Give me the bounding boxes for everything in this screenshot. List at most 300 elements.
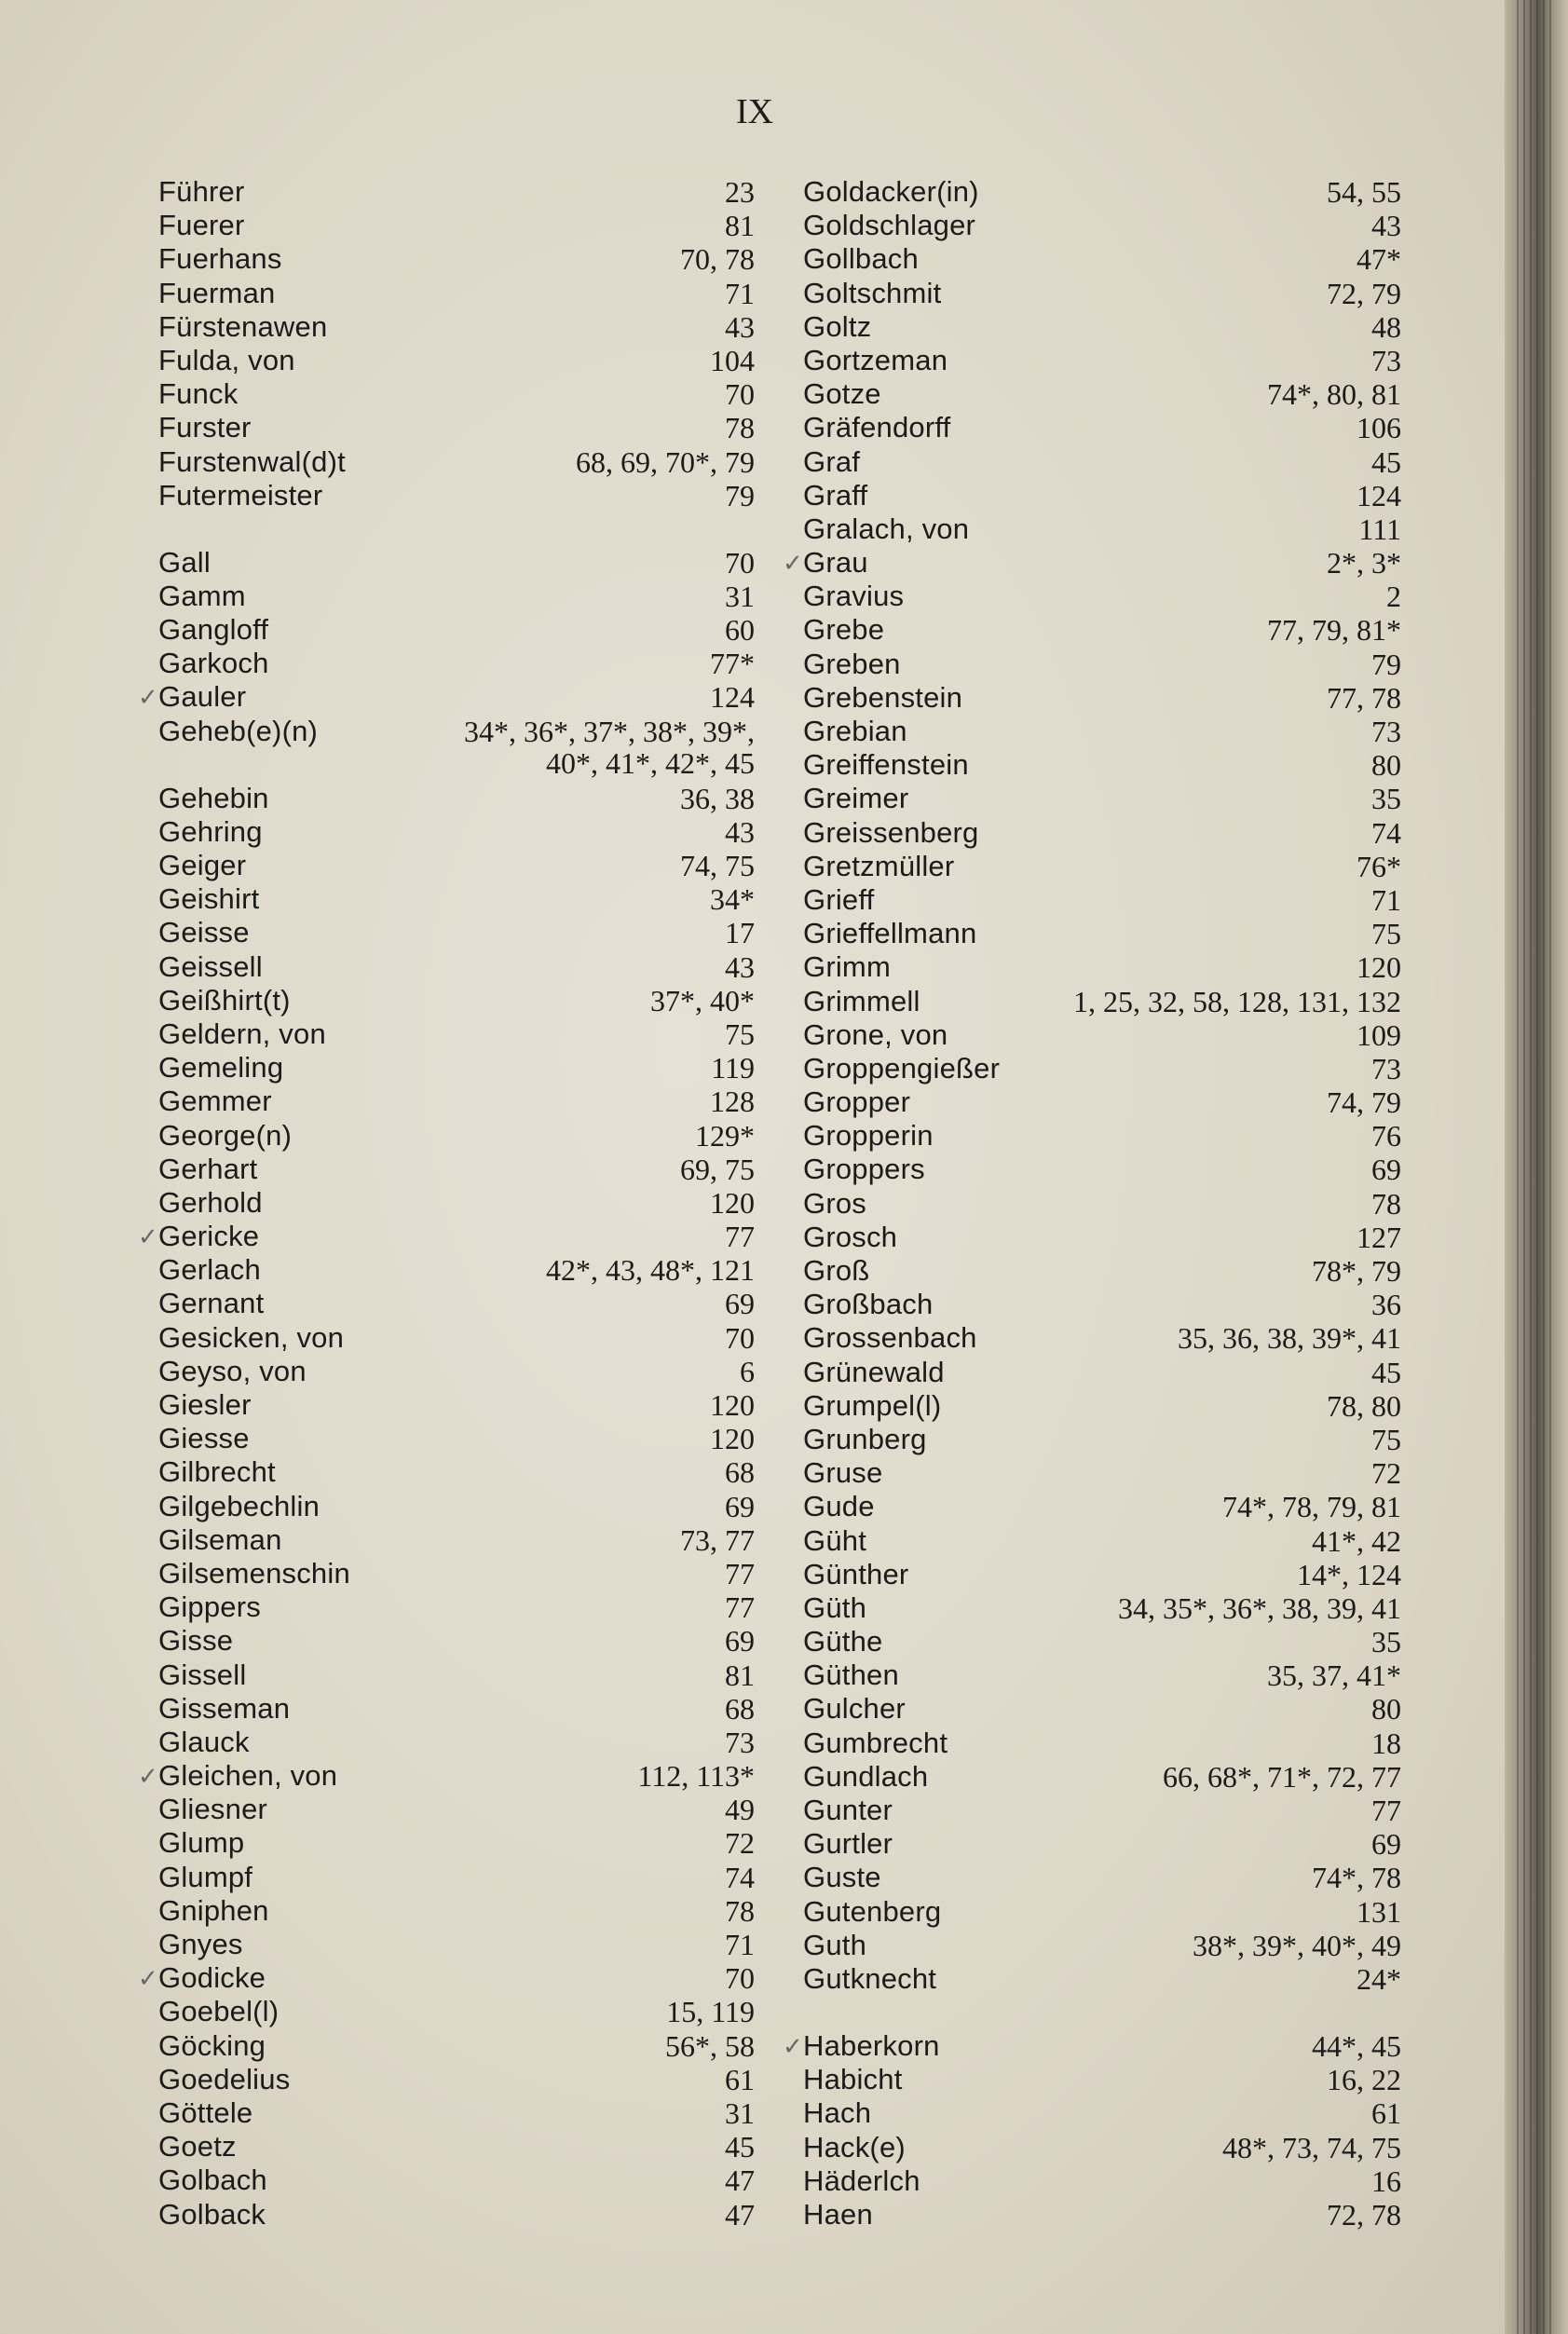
index-entry: [803, 175, 1401, 209]
entry-pages: 80: [1371, 1692, 1401, 1727]
entry-pages: 69: [1371, 1153, 1401, 1187]
index-entry: [803, 1727, 1401, 1760]
entry-pages: 69: [1371, 1827, 1401, 1862]
entry-name: Gollbach: [803, 242, 919, 276]
entry-name: Gropperin: [803, 1119, 934, 1153]
index-entry: [158, 1928, 755, 1961]
index-entry: [803, 1625, 1401, 1658]
entry-pages: 111: [1358, 512, 1401, 546]
entry-pages: 34*, 36*, 37*, 38*, 39*,: [464, 714, 755, 748]
entry-pages: 72, 78: [1327, 2197, 1401, 2232]
entry-pages: 2: [1386, 580, 1401, 614]
entry-name: Gilbrecht: [158, 1455, 276, 1489]
entry-name: Geissell: [158, 949, 263, 983]
entry-name: Gehring: [158, 814, 263, 848]
entry-name: Graff: [803, 478, 868, 512]
entry-name: Fürstenawen: [158, 309, 328, 343]
index-entry: [158, 1422, 755, 1455]
entry-name: Futermeister: [158, 478, 323, 512]
entry-pages: 38*, 39*, 40*, 49: [1193, 1928, 1401, 1962]
entry-name: Greissenberg: [803, 815, 979, 849]
entry-name: Gleichen, von: [158, 1759, 338, 1793]
entry-pages: 23: [725, 175, 755, 209]
entry-name: Guth: [803, 1928, 867, 1961]
index-entry: [158, 1557, 755, 1590]
index-entry: [158, 175, 755, 209]
index-entry: [803, 950, 1401, 984]
entry-pages: 35, 37, 41*: [1267, 1658, 1401, 1693]
index-entry: [158, 277, 755, 310]
entry-name: Godicke: [158, 1961, 266, 1995]
entry-name: Graf: [803, 444, 861, 478]
index-entry: [803, 377, 1401, 411]
entry-name: Großbach: [803, 1288, 934, 1321]
entry-pages: 104: [710, 343, 755, 377]
entry-name: Gerlach: [158, 1253, 261, 1287]
entry-name: Gunter: [803, 1794, 893, 1826]
entry-name: Gisseman: [158, 1691, 291, 1725]
index-entry: [158, 1624, 755, 1658]
index-entry: [803, 1254, 1401, 1288]
entry-pages: 119: [711, 1051, 755, 1085]
index-entry: [158, 849, 755, 882]
entry-pages: 47: [725, 2197, 755, 2232]
check-mark-icon: ✓: [783, 549, 803, 578]
entry-name: Giesler: [158, 1388, 252, 1421]
entry-name: Furstenwal(d)t: [158, 444, 346, 478]
entry-pages: 79: [1371, 647, 1401, 681]
index-entry: [158, 1995, 755, 2028]
entry-pages: 2*, 3*: [1327, 546, 1401, 580]
entry-name: Gräfendorff: [803, 411, 951, 444]
index-entry: [803, 883, 1401, 917]
entry-pages: 43: [1371, 209, 1401, 243]
entry-name: Geldern, von: [158, 1017, 326, 1050]
index-entry: [158, 209, 755, 242]
entry-pages: 75: [1371, 917, 1401, 951]
index-entry: [803, 648, 1401, 681]
entry-pages: 71: [725, 276, 755, 310]
entry-name: Gemmer: [158, 1085, 272, 1118]
entry-name: Gilsemenschin: [158, 1556, 350, 1590]
entry-pages: 68: [725, 1455, 755, 1490]
entry-pages: 79: [725, 478, 755, 512]
entry-name: Golbach: [158, 2163, 267, 2197]
entry-name: Greiffenstein: [803, 748, 969, 782]
entry-pages: 68, 69, 70*, 79: [576, 444, 755, 479]
index-entry: [803, 445, 1401, 479]
index-entry: [158, 1861, 755, 1894]
index-entry: [158, 1051, 755, 1085]
entry-pages: 76*: [1357, 849, 1401, 883]
entry-pages: 16: [1371, 2163, 1401, 2198]
entry-pages: 15, 119: [666, 1995, 755, 2029]
entry-pages: 24*: [1357, 1961, 1401, 1996]
index-entry: [158, 1153, 755, 1186]
entry-pages: 73, 77: [680, 1522, 755, 1557]
entry-pages: 78: [1371, 1186, 1401, 1221]
index-entry: [803, 2164, 1401, 2198]
index-entry: [158, 715, 755, 782]
index-entry: [158, 1119, 755, 1153]
index-entry: [803, 1794, 1401, 1827]
entry-pages: 70, 78: [680, 242, 755, 277]
entry-name: Güth: [803, 1590, 867, 1624]
entry-pages: 74: [725, 1860, 755, 1894]
entry-pages: 73: [1371, 715, 1401, 748]
index-entry: [158, 1726, 755, 1759]
index-entry: [158, 512, 755, 580]
entry-pages: 74*, 78, 79, 81: [1222, 1490, 1401, 1524]
entry-pages: 70: [725, 377, 755, 412]
entry-pages: 37*, 40*: [650, 983, 755, 1017]
entry-pages: 34*: [710, 882, 755, 917]
entry-pages: 77: [1371, 1794, 1401, 1827]
entry-name: Gude: [803, 1490, 875, 1523]
entry-pages: 127: [1357, 1220, 1401, 1254]
index-entry: [158, 1287, 755, 1320]
index-entry: [158, 782, 755, 815]
entry-name: Habicht: [803, 2063, 903, 2096]
entry-name: Goldschlager: [803, 209, 976, 242]
entry-name: Gravius: [803, 580, 905, 613]
entry-pages: 6: [740, 1354, 755, 1388]
entry-pages: 72, 79: [1327, 276, 1401, 310]
entry-name: Geishirt: [158, 882, 260, 916]
entry-name: Gurtler: [803, 1827, 893, 1861]
entry-name: Gutknecht: [803, 1961, 937, 1995]
index-entry: [158, 1355, 755, 1388]
check-mark-icon: ✓: [138, 1762, 158, 1791]
entry-name: Grieffellmann: [803, 917, 977, 950]
entry-pages: 47: [725, 2163, 755, 2198]
entry-pages: 77, 78: [1327, 680, 1401, 715]
entry-name: Giesse: [158, 1422, 250, 1455]
index-entry: [803, 2198, 1401, 2232]
entry-name: Goebel(l): [158, 1995, 280, 2028]
index-entry: [158, 1658, 755, 1692]
index-entry: [803, 242, 1401, 276]
index-entry: [803, 748, 1401, 782]
check-mark-icon: ✓: [138, 1964, 158, 1993]
index-entry: [158, 1590, 755, 1624]
entry-pages: 70: [725, 1961, 755, 1996]
entry-name: Güthe: [803, 1625, 883, 1658]
index-entry: [158, 1186, 755, 1220]
index-entry: [803, 1085, 1401, 1119]
entry-name: Glauck: [158, 1725, 250, 1758]
index-entry: [158, 1085, 755, 1118]
entry-name: Gernant: [158, 1287, 265, 1320]
index-entry: [803, 1153, 1401, 1186]
index-entry: [158, 445, 755, 479]
entry-name: Haberkorn: [803, 2029, 940, 2063]
entry-pages: 124: [1357, 478, 1401, 512]
entry-pages: 16, 22: [1327, 2063, 1401, 2097]
entry-name: Gehebin: [158, 781, 269, 814]
entry-name: Göcking: [158, 2028, 266, 2062]
entry-name: Guste: [803, 1861, 881, 1894]
entry-name: Gall: [158, 545, 211, 579]
index-entry: [803, 1052, 1401, 1085]
index-entry: [803, 1524, 1401, 1558]
index-entry: [158, 1455, 755, 1489]
entry-name: Grebian: [803, 715, 907, 747]
entry-name: Garkoch: [158, 647, 269, 680]
index-entry: [803, 1591, 1401, 1625]
index-entry: [803, 1895, 1401, 1929]
entry-name: Gericke: [158, 1220, 260, 1253]
entry-pages: 77, 79, 81*: [1267, 613, 1401, 648]
index-entry: [158, 580, 755, 613]
entry-pages: 54, 55: [1327, 175, 1401, 209]
index-entry: [803, 1321, 1401, 1355]
entry-pages: 120: [710, 1422, 755, 1456]
index-entry: [138, 1759, 755, 1794]
index-entry: [803, 411, 1401, 444]
index-entry: [803, 1221, 1401, 1254]
entry-pages: 36, 38: [680, 781, 755, 815]
entry-pages: 70: [725, 545, 755, 580]
entry-pages: 42*, 43, 48*, 121: [546, 1253, 755, 1288]
entry-pages: 66, 68*, 71*, 72, 77: [1163, 1759, 1401, 1794]
entry-pages: 78: [725, 1893, 755, 1928]
index-entry: [803, 1962, 1401, 1996]
entry-name: Gnyes: [158, 1928, 243, 1960]
entry-name: Günther: [803, 1557, 909, 1590]
entry-name: Grünewald: [803, 1355, 945, 1388]
entry-pages: 75: [1371, 1422, 1401, 1456]
entry-name: Grunberg: [803, 1422, 927, 1455]
entry-pages: 35, 36, 38, 39*, 41: [1178, 1321, 1401, 1356]
index-entry: [803, 1288, 1401, 1321]
entry-pages: 69: [725, 1624, 755, 1658]
entry-name: Gangloff: [158, 613, 269, 647]
entry-pages: 124: [710, 680, 755, 715]
entry-name: Gilgebechlin: [158, 1489, 320, 1522]
entry-pages: 72: [725, 1826, 755, 1861]
index-entry: [158, 1017, 755, 1051]
index-entry: [158, 310, 755, 344]
entry-pages: 120: [710, 1388, 755, 1422]
entry-name: Goltschmit: [803, 276, 942, 309]
entry-pages: 56*, 58: [665, 2028, 755, 2063]
index-entry: [803, 1490, 1401, 1523]
entry-name: Geyso, von: [158, 1354, 307, 1387]
entry-pages: 73: [725, 1725, 755, 1759]
entry-name: Göttele: [158, 2095, 253, 2129]
index-entry: [158, 882, 755, 916]
entry-pages: 77: [725, 1220, 755, 1254]
index-entry: [158, 1894, 755, 1928]
entry-name: Glump: [158, 1826, 245, 1860]
entry-pages: 45: [725, 2130, 755, 2164]
entry-name: Gniphen: [158, 1893, 269, 1927]
index-entry: [158, 950, 755, 984]
entry-pages: 48: [1371, 309, 1401, 344]
entry-name: Gissell: [158, 1658, 247, 1691]
entry-pages: 75: [725, 1017, 755, 1051]
entry-name: Gilseman: [158, 1522, 282, 1556]
index-entry: [158, 613, 755, 647]
entry-name: Groß: [803, 1254, 870, 1287]
index-entry: [803, 782, 1401, 815]
entry-pages: 81: [725, 209, 755, 243]
index-entry: [803, 1692, 1401, 1726]
entry-name: Führer: [158, 175, 245, 208]
entry-pages: 68: [725, 1691, 755, 1726]
entry-pages: 43: [725, 309, 755, 344]
index-entry: [158, 1253, 755, 1287]
entry-pages: 61: [725, 2062, 755, 2096]
index-entry: [803, 1658, 1401, 1692]
entry-name: Gutenberg: [803, 1894, 942, 1928]
entry-name: Grieff: [803, 882, 875, 916]
entry-name: Grumpel(l): [803, 1388, 942, 1422]
entry-pages: 69, 75: [680, 1152, 755, 1186]
entry-pages: 18: [1371, 1726, 1401, 1760]
entry-pages: 31: [725, 2095, 755, 2130]
entry-name: Gropper: [803, 1085, 911, 1119]
entry-pages: 1, 25, 32, 58, 128, 131, 132: [1073, 984, 1401, 1018]
entry-name: Grosch: [803, 1220, 898, 1253]
index-entry: [158, 2130, 755, 2163]
entry-name: Gralach, von: [803, 512, 970, 545]
entry-name: Goedelius: [158, 2062, 291, 2095]
entry-pages: 74, 79: [1327, 1085, 1401, 1120]
entry-pages: 78, 80: [1327, 1388, 1401, 1423]
entry-pages: 76: [1371, 1119, 1401, 1153]
entry-pages: 74, 75: [680, 849, 755, 882]
index-entry: [803, 1389, 1401, 1423]
entry-name: Gros: [803, 1186, 866, 1220]
index-entry: [158, 2163, 755, 2197]
index-entry: [158, 377, 755, 411]
entry-pages: 43: [725, 814, 755, 849]
index-entry: [803, 850, 1401, 883]
check-mark-icon: ✓: [783, 2032, 803, 2061]
index-entry: [803, 816, 1401, 850]
entry-name: Gerhart: [158, 1152, 258, 1185]
entry-name: Grossenbach: [803, 1321, 977, 1355]
entry-pages: 14*, 124: [1297, 1557, 1401, 1591]
index-entry: [138, 680, 755, 715]
index-entry: [803, 580, 1401, 613]
index-entry: [803, 512, 1401, 546]
entry-name: Gippers: [158, 1590, 261, 1624]
spine-texture: [1517, 0, 1554, 2334]
entry-pages: 106: [1357, 411, 1401, 445]
entry-name: Geiger: [158, 849, 247, 881]
entry-pages: 77*: [710, 647, 755, 681]
index-entry: [803, 310, 1401, 344]
index-entry: [803, 715, 1401, 748]
entry-name: Geheb(e)(n): [158, 714, 319, 747]
index-entry: [803, 1827, 1401, 1861]
entry-pages: 61: [1371, 2096, 1401, 2131]
index-entry: [803, 1018, 1401, 1052]
entry-name: George(n): [158, 1118, 293, 1152]
entry-pages: 45: [1371, 444, 1401, 479]
page-number: IX: [736, 92, 774, 131]
entry-pages: 78: [725, 411, 755, 445]
entry-pages: 69: [725, 1489, 755, 1523]
index-entry: [803, 2131, 1401, 2164]
entry-pages: 77: [725, 1556, 755, 1590]
entry-pages: 74: [1371, 815, 1401, 850]
entry-name: Gisse: [158, 1624, 234, 1658]
entry-name: Gliesner: [158, 1793, 268, 1826]
entry-pages: 74*, 78: [1312, 1861, 1401, 1895]
entry-pages: 45: [1371, 1355, 1401, 1389]
index-entry: [158, 1793, 755, 1826]
index-entry: [803, 1356, 1401, 1389]
entry-name: Golback: [158, 2197, 266, 2231]
entry-pages: 17: [725, 916, 755, 950]
index-entry: [158, 2029, 755, 2063]
entry-pages: 35: [1371, 782, 1401, 816]
entry-name: Goetz: [158, 2130, 237, 2163]
entry-name: Geißhirt(t): [158, 983, 291, 1017]
check-mark-icon: ✓: [138, 683, 158, 712]
entry-name: Glumpf: [158, 1860, 253, 1893]
entry-name: Hach: [803, 2096, 872, 2130]
entry-name: Güthen: [803, 1658, 899, 1692]
entry-name: Grebe: [803, 613, 885, 647]
index-entry: [803, 1861, 1401, 1894]
entry-name: Greimer: [803, 782, 909, 815]
index-entry: [158, 984, 755, 1017]
entry-pages: 78*, 79: [1312, 1254, 1401, 1288]
entry-name: Fuerman: [158, 276, 276, 309]
entry-name: Haen: [803, 2197, 873, 2231]
index-entry: [803, 479, 1401, 512]
entry-pages: 81: [725, 1658, 755, 1692]
entry-pages: 41*, 42: [1312, 1523, 1401, 1558]
index-entry: [158, 1321, 755, 1355]
entry-name: Grau: [803, 546, 868, 580]
entry-pages: 109: [1357, 1017, 1401, 1052]
index-entry: [803, 2063, 1401, 2096]
entry-name: Gerhold: [158, 1185, 263, 1219]
entry-name: Gulcher: [803, 1692, 906, 1726]
entry-pages: 60: [725, 613, 755, 648]
index-entry: [158, 411, 755, 444]
index-entry: [803, 1187, 1401, 1221]
entry-pages-continued: 40*, 41*, 42*, 45: [546, 745, 755, 780]
index-entry: [803, 1423, 1401, 1456]
index-entry: [803, 1558, 1401, 1591]
index-entry: [158, 1692, 755, 1726]
entry-name: Gemeling: [158, 1051, 284, 1085]
entry-pages: 49: [725, 1793, 755, 1827]
index-entry: [803, 277, 1401, 310]
entry-name: Fulda, von: [158, 343, 295, 376]
entry-name: Funck: [158, 377, 239, 411]
entry-name: Goltz: [803, 309, 872, 343]
index-entry: [158, 1523, 755, 1557]
index-entry: [803, 917, 1401, 950]
entry-name: Gesicken, von: [158, 1320, 345, 1354]
index-entry: [803, 344, 1401, 377]
index-entry: [158, 1490, 755, 1523]
index-entry: [803, 1456, 1401, 1490]
entry-pages: 131: [1357, 1894, 1401, 1929]
index-entry: [803, 681, 1401, 715]
entry-pages: 31: [725, 579, 755, 613]
index-entry: [803, 985, 1401, 1018]
entry-pages: 112, 113*: [637, 1759, 755, 1794]
